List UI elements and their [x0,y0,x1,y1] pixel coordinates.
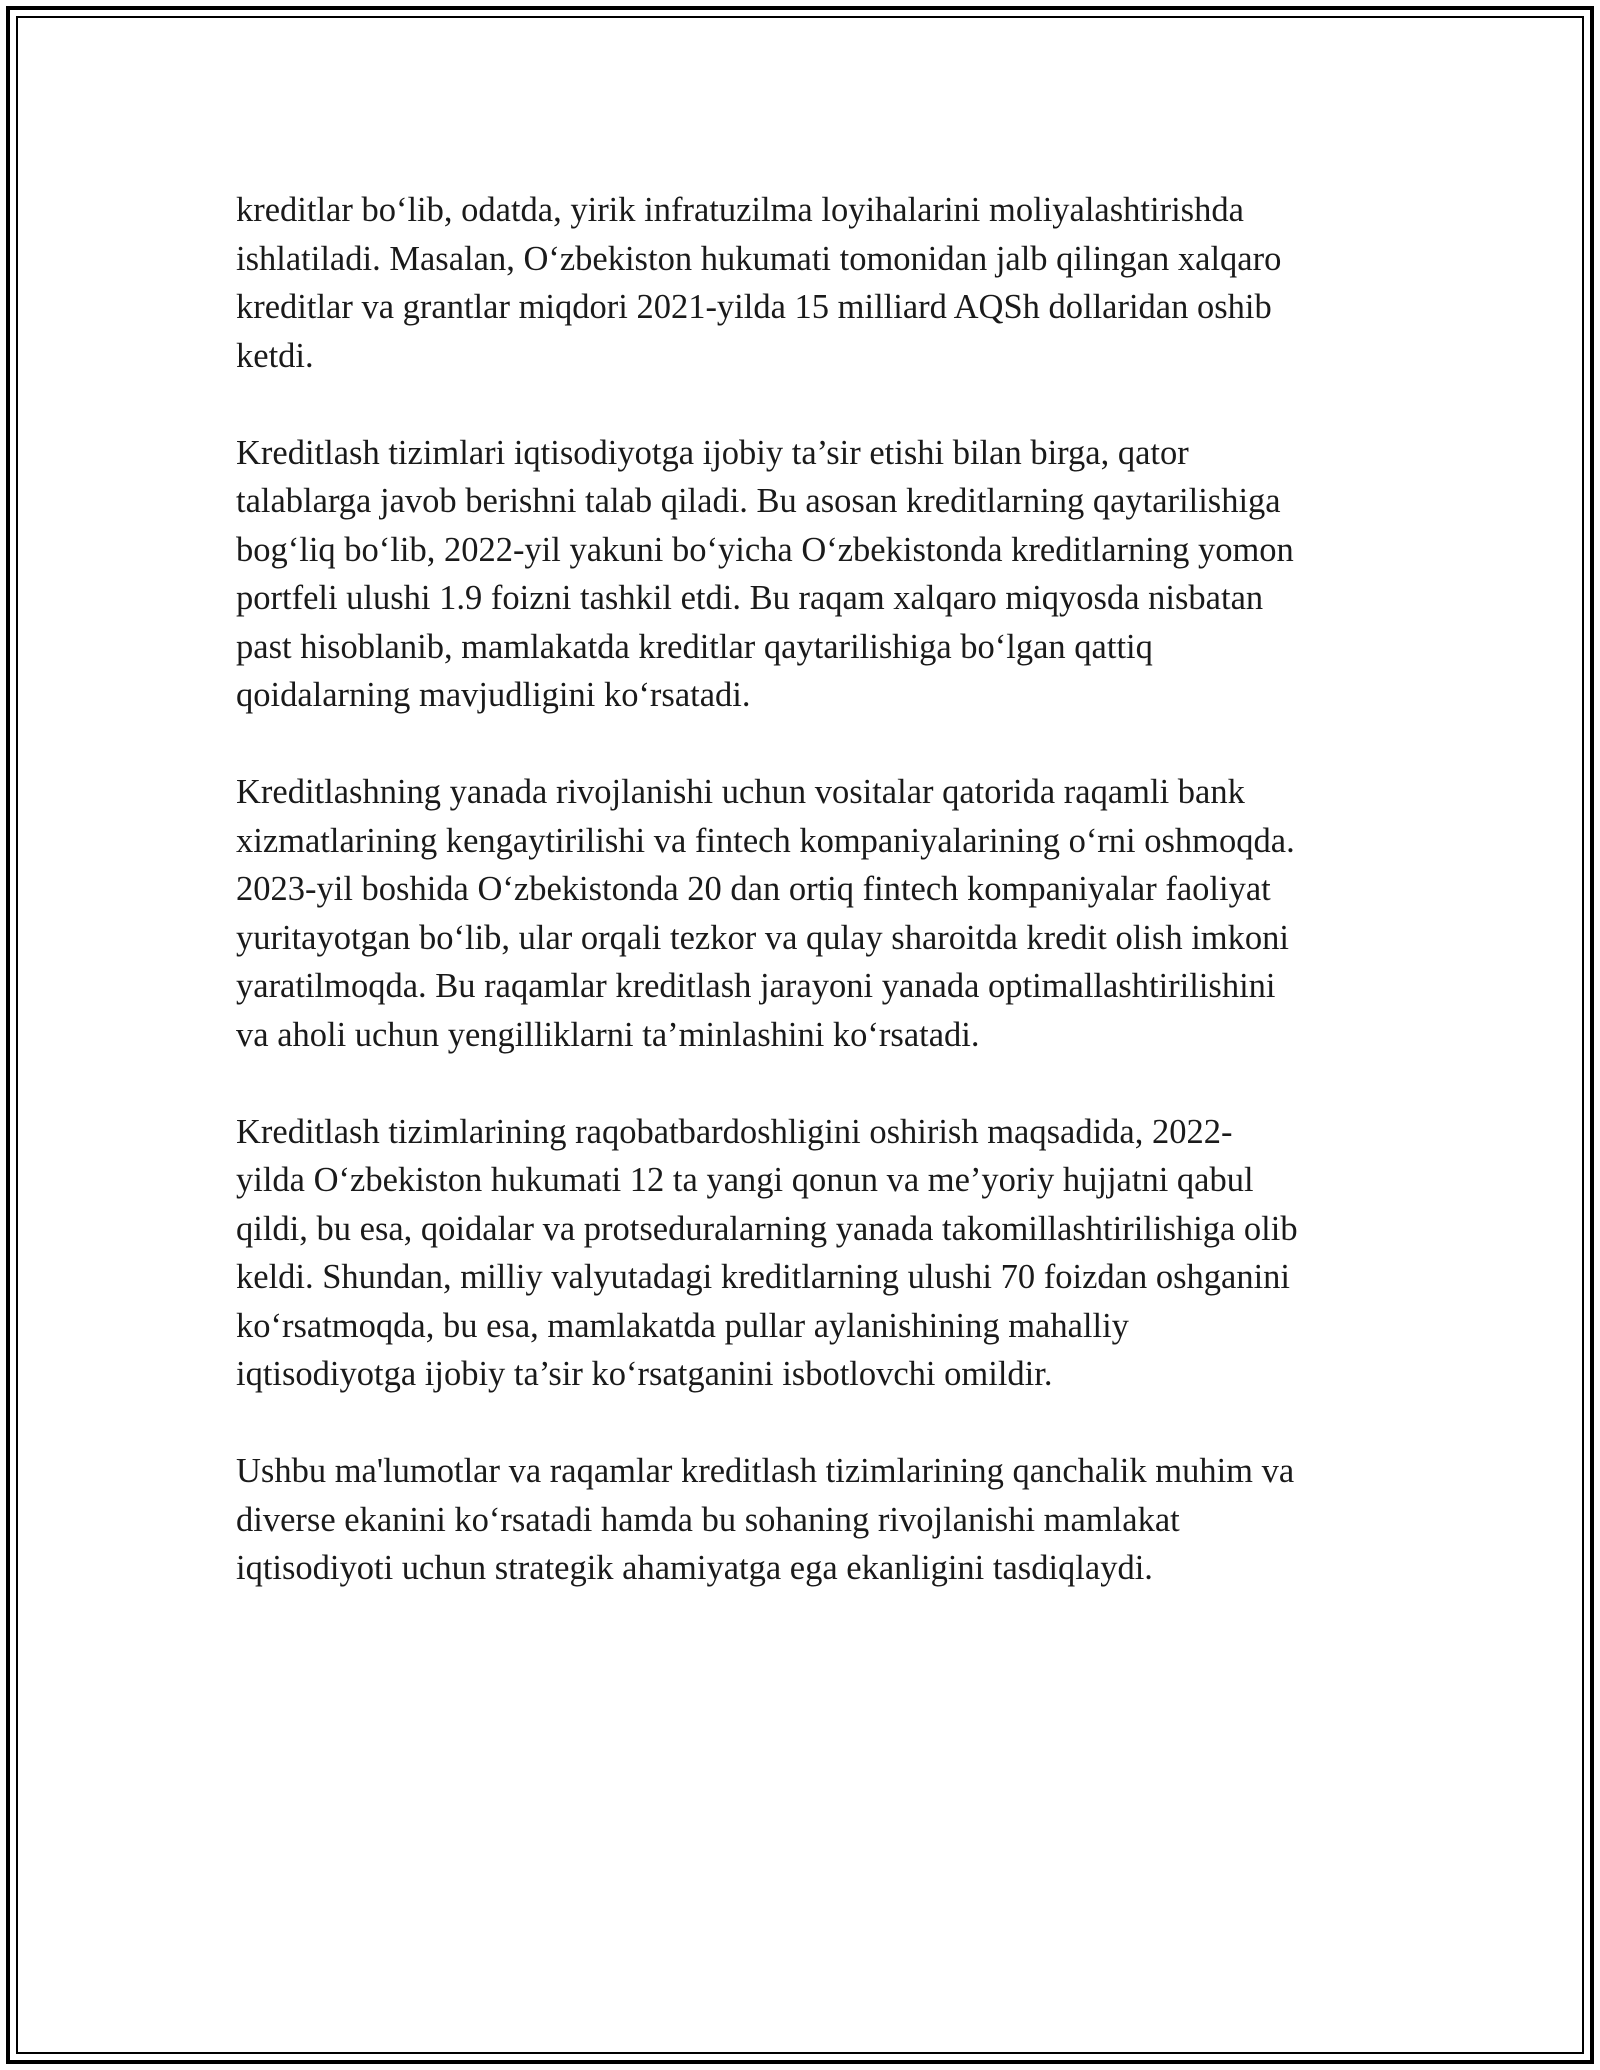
text-line: talablarga javob berishni talab qiladi. Bu asosan kreditlarning qaytarilishiga [236,482,1281,520]
paragraph-1 [236,186,1366,380]
text-line: qoidalarning mavjudligini ko‘rsatadi. [236,676,751,714]
text-line: past hisoblanib, mamlakatda kreditlar qaytarilishiga bo‘lgan qattiq [236,627,1153,666]
text-line: kreditlar bo‘lib, odatda, yirik infratuzilma loyihalarini moliyalashtirishda [236,191,1244,229]
document-body [236,186,1366,1641]
paragraph-3 [236,768,1366,1059]
text-line: yilda O‘zbekiston hukumati 12 ta yangi qonun va me’yoriy hujjatni qabul [236,1161,1254,1199]
paragraph-2 [236,429,1366,720]
text-line: Kreditlashning yanada rivojlanishi uchun vositalar qatorida raqamli bank [236,773,1245,811]
text-line: iqtisodiyoti uchun strategik ahamiyatga ega ekanligini tasdiqlaydi. [236,1549,1153,1587]
text-line: ko‘rsatmoqda, bu esa, mamlakatda pullar aylanishining mahalliy [236,1306,1129,1345]
paragraph-5 [236,1447,1366,1593]
text-line: diverse ekanini ko‘rsatadi hamda bu sohaning rivojlanishi mamlakat [236,1500,1180,1539]
text-line: ishlatiladi. Masalan, O‘zbekiston hukumati tomonidan jalb qilingan xalqaro [236,239,1282,278]
text-line: portfeli ulushi 1.9 foizni tashkil etdi. Bu raqam xalqaro miqyosda nisbatan [236,579,1264,617]
text-line: bog‘liq bo‘lib, 2022-yil yakuni bo‘yicha O‘zbekistonda kreditlarning yomon [236,530,1294,569]
text-line: 2023-yil boshida O‘zbekistonda 20 dan ortiq fintech kompaniyalar faoliyat [236,870,1271,908]
text-line: Ushbu ma'lumotlar va raqamlar kreditlash tizimlarining qanchalik muhim va [236,1452,1295,1490]
text-line: Kreditlash tizimlarining raqobatbardoshligini oshirish maqsadida, 2022- [236,1112,1233,1151]
text-line: Kreditlash tizimlari iqtisodiyotga ijobiy ta’sir etishi bilan birga, qator [236,433,1189,472]
paragraph-4 [236,1108,1366,1399]
text-line: keldi. Shundan, milliy valyutadagi kreditlarning ulushi 70 foizdan oshganini [236,1258,1291,1296]
text-line: qildi, bu esa, qoidalar va protseduralarning yanada takomillashtirilishiga olib [236,1209,1298,1248]
text-line: ketdi. [236,336,314,375]
text-line: iqtisodiyotga ijobiy ta’sir ko‘rsatganini isbotlovchi omildir. [236,1355,1053,1393]
text-line: yaratilmoqda. Bu raqamlar kreditlash jarayoni yanada optimallashtirilishini [236,967,1276,1005]
text-line: va aholi uchun yengilliklarni ta’minlashini ko‘rsatadi. [236,1015,980,1054]
text-line: xizmatlarining kengaytirilishi va fintech kompaniyalarining o‘rni oshmoqda. [236,821,1295,860]
text-line: kreditlar va grantlar miqdori 2021-yilda 15 milliard AQSh dollaridan oshib [236,288,1272,326]
text-line: yuritayotgan bo‘lib, ular orqali tezkor va qulay sharoitda kredit olish imkoni [236,918,1289,957]
